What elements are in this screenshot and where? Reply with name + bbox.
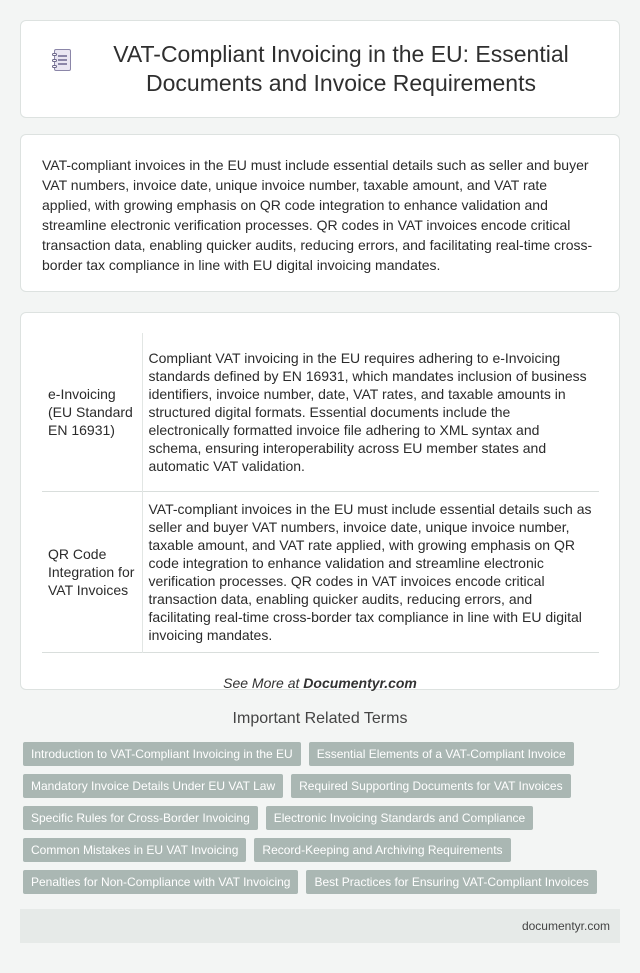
related-term-tag[interactable]: Required Supporting Documents for VAT Invoices: [291, 774, 570, 798]
related-terms-tags: [23, 742, 623, 902]
title-wrap: [50, 40, 590, 98]
description-cell: VAT-compliant invoices in the EU must include essential details such as seller and buyer VAT numbers, invoice date, unique invoice number, taxable amount, and VAT rate applied, with growing emphasis on QR code integration to enhance validation and streamline electronic verification processes. QR codes in VAT invoices encode critical transaction data, enabling quicker audits, reducing errors, and facilitating real-time cross-border tax compliance in line with EU digital invoicing mandates.: [148, 500, 592, 643]
summary-card: [20, 134, 620, 292]
related-term-tag[interactable]: Penalties for Non-Compliance with VAT Invoicing: [23, 870, 298, 894]
tag-row: [23, 742, 623, 766]
term-cell: QR Code Integration for VAT Invoices: [42, 491, 142, 652]
related-term-tag[interactable]: Specific Rules for Cross-Border Invoicing: [23, 806, 258, 830]
related-terms-title: Important Related Terms: [232, 710, 408, 727]
related-term-tag[interactable]: Essential Elements of a VAT-Compliant Invoice: [309, 742, 574, 766]
tag-row: [23, 774, 623, 798]
term-cell: e-Invoicing (EU Standard EN 16931): [42, 333, 142, 491]
table-row: [42, 491, 599, 652]
see-more-prefix: See More at: [223, 674, 304, 691]
title-card: [20, 20, 620, 118]
summary-text: VAT-compliant invoices in the EU must include essential details such as seller and buyer VAT numbers, invoice date, unique invoice number, taxable amount, and VAT rate applied, with growing emphasis on QR code integration to enhance validation and streamline electronic verification processes. QR codes in VAT invoices encode critical transaction data, enabling quicker audits, reducing errors, and facilitating real-time cross-border tax compliance in line with EU digital invoicing mandates.: [42, 157, 593, 273]
see-more-link[interactable]: [42, 675, 598, 691]
tag-row: [23, 838, 623, 862]
related-term-tag[interactable]: Record-Keeping and Archiving Requirements: [254, 838, 510, 862]
see-more-site[interactable]: Documentyr.com: [303, 674, 417, 691]
tag-row: [23, 806, 623, 830]
page-title: VAT-Compliant Invoicing in the EU: Essential Documents and Invoice Requirements: [113, 41, 569, 96]
document-icon: [50, 48, 78, 76]
related-term-tag[interactable]: Electronic Invoicing Standards and Compliance: [266, 806, 533, 830]
footer-site-link[interactable]: documentyr.com: [521, 919, 610, 933]
related-term-tag[interactable]: Introduction to VAT-Compliant Invoicing in the EU: [23, 742, 301, 766]
related-term-tag[interactable]: Common Mistakes in EU VAT Invoicing: [23, 838, 246, 862]
table-row: [42, 333, 599, 491]
related-term-tag[interactable]: Best Practices for Ensuring VAT-Compliant Invoices: [306, 870, 596, 894]
terms-table-card: [20, 312, 620, 690]
terms-table: [42, 333, 599, 653]
tag-row: [23, 870, 623, 894]
description-cell: Compliant VAT invoicing in the EU requires adhering to e-Invoicing standards defined by EN 16931, which mandates inclusion of business identifiers, invoice number, date, VAT rates, and taxable amounts in structured digital formats. Essential documents include the electronically formatted invoice file adhering to XML syntax and schema, ensuring interoperability across EU member states and automatic VAT validation.: [148, 349, 587, 474]
related-term-tag[interactable]: Mandatory Invoice Details Under EU VAT Law: [23, 774, 283, 798]
footer: [20, 909, 620, 943]
